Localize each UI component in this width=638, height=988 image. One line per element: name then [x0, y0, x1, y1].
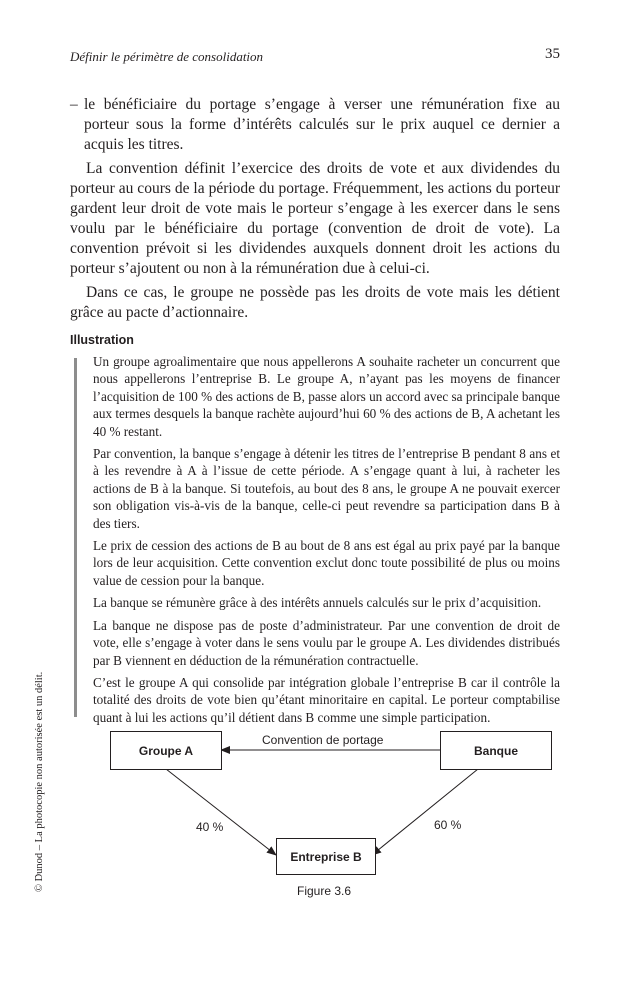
illustration-paragraph-5: La banque ne dispose pas de poste d’administrateur. Par une convention de droit de vote, elle s’engage à voter dans le sens voulu par le groupe A. Les dividendes distribués par B viennent en déduction de la rémunération contractuelle.: [93, 617, 560, 668]
illustration-paragraph-1: Un groupe agroalimentaire que nous appellerons A souhaite racheter un concurrent que nous appellerons l’entreprise B. Le groupe A, n’ayant pas les moyens de financer l’acquisition de 100 % des actions de B, passe alors un accord avec sa principale banque aux termes desquels la banque rachète aujourd’hui 60 % des actions de B, A achetant les 40 % restant.: [93, 354, 560, 439]
node-groupe-a-label: Groupe A: [138, 743, 194, 758]
illustration-paragraph-2: Par convention, la banque s’engage à détenir les titres de l’entreprise B pendant 8 ans et à les revendre à A à l’issue de cette période. A s’engage quant à lui, à racheter les actions de B à la banque. Si toutefois, au bout des 8 ans, le groupe A ne pouvait exercer son obligation vis-à-vis de la banque, celle-ci peut revendre sa participation dans B à des tiers.: [93, 446, 560, 531]
arrow-groupe-a-to-entreprise-b: [166, 769, 276, 855]
dash-mark: –: [70, 96, 78, 113]
arrow-banque-to-entreprise-b: [372, 769, 478, 855]
dash-item-text: le bénéficiaire du portage s’engage à verser une rémunération fixe au porteur sous la forme d’intérêts calculés sur le prix auquel ce dernier a acquis les titres.: [84, 96, 560, 153]
edge-label-40: 40 %: [196, 820, 224, 834]
edge-label-convention: Convention de portage: [262, 733, 384, 747]
illustration-paragraph-3: Le prix de cession des actions de B au bout de 8 ans est égal au prix payé par la banque lors de leur acquisition. Cette convention exclut donc toute possibilité de plus ou moins value de cession pour la banque.: [93, 538, 560, 588]
illustration-paragraph-4: La banque se rémunère grâce à des intérêts annuels calculés sur le prix d’acquisition.: [93, 595, 542, 611]
running-title: Définir le périmètre de consolidation: [70, 49, 264, 64]
page-number: 35: [545, 46, 560, 62]
copyright-notice: © Dunod – La photocopie non autorisée est un délit.: [34, 671, 45, 892]
illustration-title: Illustration: [70, 333, 134, 347]
node-entreprise-b: [276, 838, 376, 875]
node-entreprise-b-label: Entreprise B: [290, 849, 362, 864]
node-groupe-a: [110, 731, 222, 770]
figure-caption: Figure 3.6: [297, 884, 352, 898]
edge-label-60: 60 %: [434, 818, 462, 832]
illustration-paragraph-6: C’est le groupe A qui consolide par intégration globale l’entreprise B car il contrôle la totalité des droits de vote bien qu’étant minoritaire en capital. Le porteur comptabilise quant à lui les actions qu’il détient dans B comme une simple participation.: [93, 674, 560, 725]
paragraph-1: La convention définit l’exercice des droits de vote et aux dividendes du porteur au cours de la période du portage. Fréquemment, les actions du porteur gardent leur droit de vote mais le porteur s’engage à les exercer dans le sens voulu par le bénéficiaire du portage (convention de droit de vote). La convention prévoit si les dividendes auxquels donnent droit les actions du porteur s’ajoutent ou non à la rémunération due à celui-ci.: [70, 160, 560, 277]
node-banque-label: Banque: [473, 743, 518, 758]
node-banque: [440, 731, 552, 770]
paragraph-2: Dans ce cas, le groupe ne possède pas les droits de vote mais les détient grâce au pacte d’actionnaire.: [70, 284, 560, 321]
